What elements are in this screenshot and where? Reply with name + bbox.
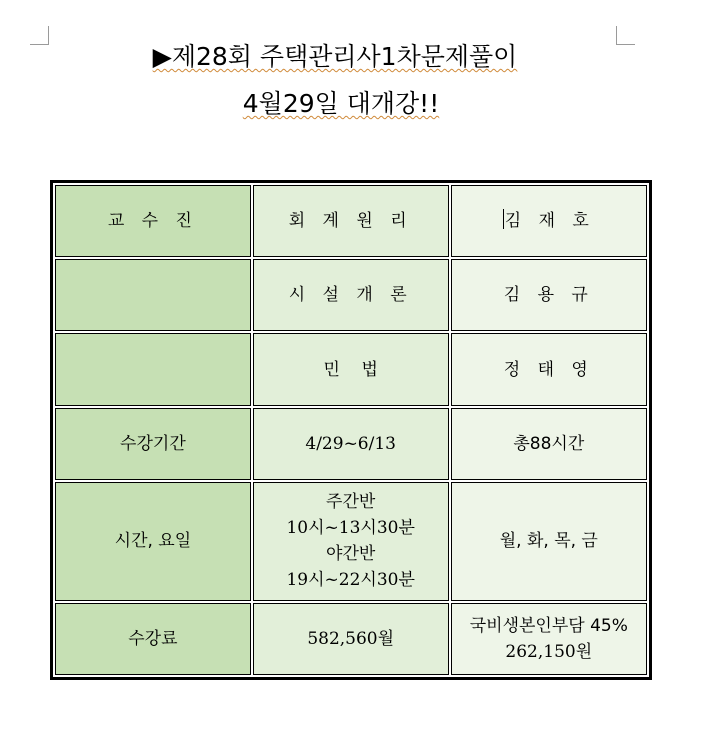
instructor-name: 김 재 호 bbox=[504, 211, 595, 232]
table-row bbox=[55, 408, 647, 480]
table-row bbox=[55, 482, 647, 601]
row-label-period: 수강기간 bbox=[55, 408, 251, 480]
row-label-instructors: 교 수 진 bbox=[55, 185, 251, 257]
schedule-line: 10시~13시30분 bbox=[286, 518, 415, 539]
row-label-schedule: 시간, 요일 bbox=[55, 482, 251, 601]
row-label-empty bbox=[55, 333, 251, 405]
title-line-2 bbox=[0, 88, 692, 120]
table-row bbox=[55, 603, 647, 675]
subject-cell: 민 법 bbox=[253, 333, 449, 405]
subject-cell: 시 설 개 론 bbox=[253, 259, 449, 331]
course-table bbox=[53, 183, 649, 677]
total-hours-cell: 총88시간 bbox=[451, 408, 647, 480]
subject-cell: 회 계 원 리 bbox=[253, 185, 449, 257]
schedule-line: 19시~22시30분 bbox=[286, 570, 415, 591]
table-row bbox=[55, 333, 647, 405]
schedule-cell bbox=[253, 482, 449, 601]
fee-cell: 582,560월 bbox=[253, 603, 449, 675]
table-row bbox=[55, 259, 647, 331]
table-row bbox=[55, 185, 647, 257]
schedule-line: 야간반 bbox=[326, 544, 376, 565]
period-cell: 4/29~6/13 bbox=[253, 408, 449, 480]
subsidy-amount: 262,150원 bbox=[505, 641, 593, 662]
instructor-cell: 김 용 규 bbox=[451, 259, 647, 331]
instructor-cell bbox=[451, 185, 647, 257]
days-cell: 월, 화, 목, 금 bbox=[451, 482, 647, 601]
subsidy-line: 국비생본인부담 45% bbox=[469, 615, 628, 636]
title-text-1: ▶제28회 주택관리사1차문제풀이 bbox=[152, 42, 518, 71]
row-label-fee: 수강료 bbox=[55, 603, 251, 675]
title-line-1 bbox=[0, 41, 686, 73]
row-label-empty bbox=[55, 259, 251, 331]
text-cursor bbox=[503, 209, 504, 229]
schedule-line: 주간반 bbox=[326, 492, 376, 513]
subsidy-cell bbox=[451, 603, 647, 675]
course-info-table bbox=[50, 180, 652, 680]
instructor-cell: 정 태 영 bbox=[451, 333, 647, 405]
title-text-2: 4월29일 대개강!! bbox=[242, 89, 440, 118]
